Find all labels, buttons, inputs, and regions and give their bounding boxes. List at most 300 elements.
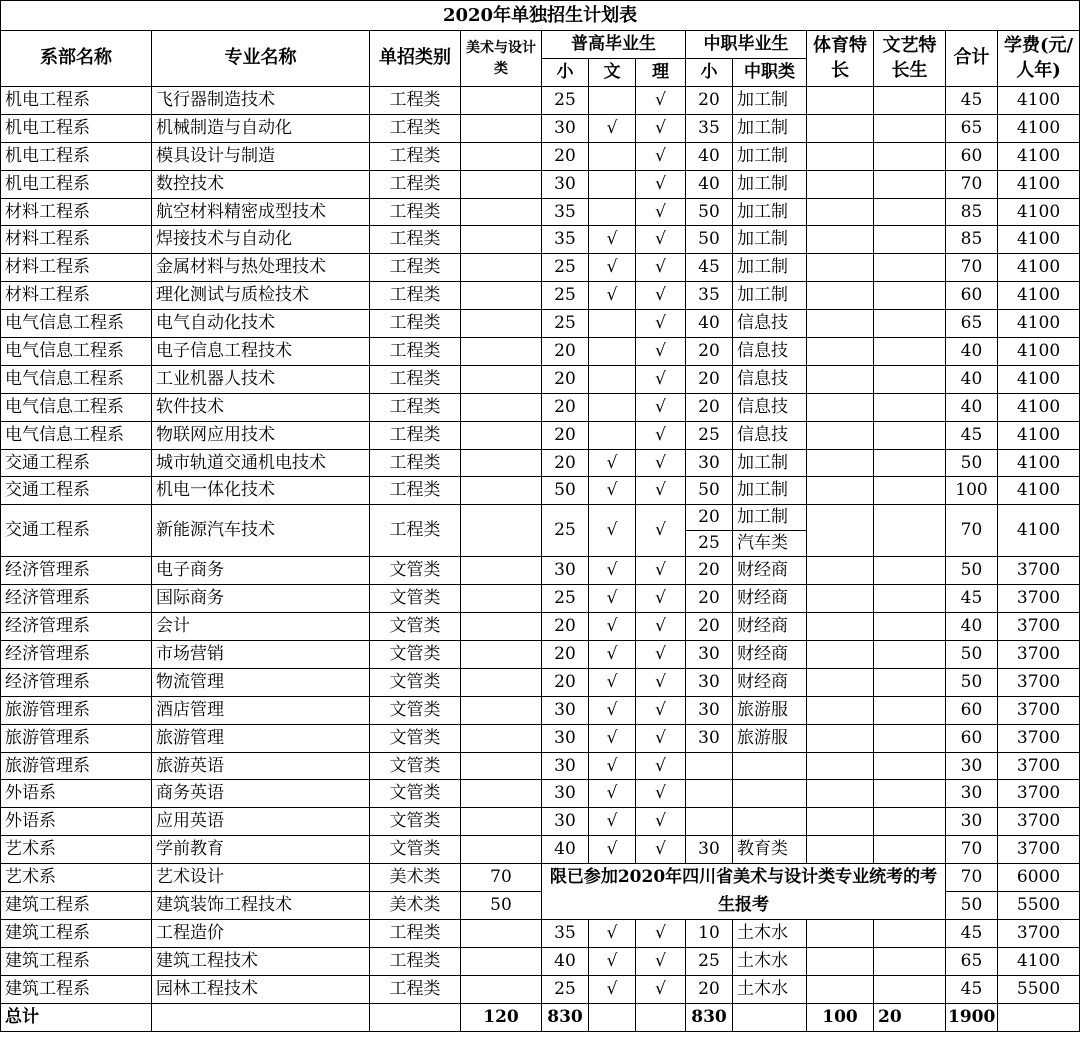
voc-small-cell: 20 (686, 557, 733, 585)
total-cell: 30 (946, 808, 998, 836)
hs-arts-cell: √ (589, 724, 636, 752)
major-cell: 工业机器人技术 (152, 365, 370, 393)
voc-type-cell: 加工制 (733, 505, 807, 531)
table-row (1, 338, 1080, 366)
dept-cell: 建筑工程系 (1, 892, 152, 920)
dept-cell: 经济管理系 (1, 641, 152, 669)
major-cell: 旅游管理 (152, 724, 370, 752)
major-cell: 工程造价 (152, 919, 370, 947)
hs-small-cell: 35 (542, 919, 589, 947)
table-row (1, 282, 1080, 310)
total-cell: 70 (946, 170, 998, 198)
table-row (1, 254, 1080, 282)
hs-small-cell: 25 (542, 282, 589, 310)
voc-type-cell: 信息技 (733, 365, 807, 393)
major-cell: 电气自动化技术 (152, 310, 370, 338)
literary-cell (874, 87, 946, 115)
sports-cell (807, 836, 874, 864)
fee-cell: 3700 (998, 780, 1080, 808)
literary-cell (874, 310, 946, 338)
hs-arts-cell (589, 338, 636, 366)
hs-arts-cell (589, 421, 636, 449)
voc-type-cell (733, 752, 807, 780)
type-cell: 工程类 (370, 477, 461, 505)
hs-small-cell: 30 (542, 696, 589, 724)
fee-cell: 3700 (998, 752, 1080, 780)
total-cell: 45 (946, 919, 998, 947)
dept-cell: 旅游管理系 (1, 696, 152, 724)
literary-cell (874, 449, 946, 477)
hs-sci-cell: √ (636, 282, 686, 310)
voc-small-cell: 50 (686, 226, 733, 254)
fee-cell: 4100 (998, 449, 1080, 477)
fee-cell: 3700 (998, 613, 1080, 641)
major-cell: 机械制造与自动化 (152, 114, 370, 142)
header-hs-small: 小 (542, 59, 589, 87)
type-cell: 工程类 (370, 198, 461, 226)
voc-type-cell: 财经商 (733, 585, 807, 613)
voc-type-cell: 加工制 (733, 226, 807, 254)
total-cell: 85 (946, 198, 998, 226)
hs-small-cell: 25 (542, 505, 589, 557)
voc-type-cell: 加工制 (733, 114, 807, 142)
voc-small-cell: 20 (686, 338, 733, 366)
dept-cell: 电气信息工程系 (1, 338, 152, 366)
hs-sci-cell: √ (636, 557, 686, 585)
type-cell: 美术类 (370, 892, 461, 920)
type-cell: 工程类 (370, 170, 461, 198)
type-cell: 文管类 (370, 557, 461, 585)
hs-small-cell: 30 (542, 724, 589, 752)
hs-small-cell: 20 (542, 365, 589, 393)
fee-cell: 3700 (998, 724, 1080, 752)
table-row (1, 585, 1080, 613)
voc-small-cell: 25 (686, 531, 733, 557)
hs-sci-cell: √ (636, 836, 686, 864)
major-cell: 应用英语 (152, 808, 370, 836)
literary-cell (874, 198, 946, 226)
major-cell: 模具设计与制造 (152, 142, 370, 170)
literary-cell (874, 808, 946, 836)
hs-sci-cell: √ (636, 975, 686, 1003)
table-row (1, 557, 1080, 585)
literary-cell (874, 282, 946, 310)
hs-sci-cell: √ (636, 170, 686, 198)
literary-cell (874, 836, 946, 864)
dept-cell: 艺术系 (1, 864, 152, 892)
sports-cell (807, 449, 874, 477)
art-cell (461, 449, 542, 477)
literary-cell (874, 226, 946, 254)
voc-type-cell (733, 780, 807, 808)
totals-hs: 830 (542, 1003, 589, 1031)
major-cell: 市场营销 (152, 641, 370, 669)
art-cell (461, 696, 542, 724)
voc-small-cell: 45 (686, 254, 733, 282)
type-cell: 工程类 (370, 338, 461, 366)
fee-cell: 3700 (998, 919, 1080, 947)
voc-type-cell: 财经商 (733, 557, 807, 585)
hs-sci-cell: √ (636, 114, 686, 142)
table-row (1, 919, 1080, 947)
fee-cell: 3700 (998, 808, 1080, 836)
sports-cell (807, 613, 874, 641)
fee-cell: 4100 (998, 142, 1080, 170)
header-fee: 学费(元/人年) (998, 31, 1080, 87)
type-cell: 文管类 (370, 808, 461, 836)
hs-arts-cell (589, 142, 636, 170)
sports-cell (807, 114, 874, 142)
major-cell: 学前教育 (152, 836, 370, 864)
fee-cell: 4100 (998, 505, 1080, 557)
literary-cell (874, 947, 946, 975)
major-cell: 理化测试与质检技术 (152, 282, 370, 310)
literary-cell (874, 696, 946, 724)
hs-sci-cell: √ (636, 808, 686, 836)
hs-arts-cell: √ (589, 780, 636, 808)
total-cell: 45 (946, 421, 998, 449)
fee-cell: 6000 (998, 864, 1080, 892)
hs-small-cell: 20 (542, 142, 589, 170)
sports-cell (807, 975, 874, 1003)
voc-small-cell (686, 808, 733, 836)
type-cell: 文管类 (370, 724, 461, 752)
major-cell: 会计 (152, 613, 370, 641)
voc-small-cell: 30 (686, 696, 733, 724)
header-highschool: 普高毕业生 (542, 31, 686, 59)
sports-cell (807, 752, 874, 780)
type-cell: 文管类 (370, 836, 461, 864)
hs-sci-cell: √ (636, 477, 686, 505)
fee-cell: 4100 (998, 198, 1080, 226)
total-cell: 70 (946, 864, 998, 892)
major-cell: 软件技术 (152, 393, 370, 421)
art-cell: 50 (461, 892, 542, 920)
voc-small-cell (686, 752, 733, 780)
total-cell: 70 (946, 505, 998, 557)
fee-cell: 4100 (998, 421, 1080, 449)
voc-small-cell (686, 780, 733, 808)
voc-type-cell: 财经商 (733, 613, 807, 641)
table-title: 2020年单独招生计划表 (1, 1, 1080, 31)
literary-cell (874, 421, 946, 449)
hs-sci-cell: √ (636, 87, 686, 115)
dept-cell: 电气信息工程系 (1, 393, 152, 421)
table-row (1, 724, 1080, 752)
voc-type-cell (733, 1003, 807, 1031)
table-row (1, 696, 1080, 724)
literary-cell (874, 254, 946, 282)
hs-arts-cell (589, 365, 636, 393)
voc-small-cell: 40 (686, 310, 733, 338)
table-row (1, 226, 1080, 254)
total-cell: 60 (946, 724, 998, 752)
total-cell: 50 (946, 557, 998, 585)
voc-small-cell: 20 (686, 365, 733, 393)
total-cell: 60 (946, 142, 998, 170)
hs-sci-cell: √ (636, 198, 686, 226)
type-cell: 工程类 (370, 310, 461, 338)
total-cell: 65 (946, 310, 998, 338)
hs-arts-cell: √ (589, 477, 636, 505)
art-cell (461, 724, 542, 752)
art-cell (461, 310, 542, 338)
voc-type-cell: 汽车类 (733, 531, 807, 557)
fee-cell: 4100 (998, 310, 1080, 338)
voc-small-cell: 10 (686, 919, 733, 947)
voc-type-cell: 土木水 (733, 919, 807, 947)
table-row (1, 310, 1080, 338)
sports-cell (807, 808, 874, 836)
dept-cell: 交通工程系 (1, 477, 152, 505)
table-row (1, 142, 1080, 170)
hs-sci-cell: √ (636, 752, 686, 780)
sports-cell (807, 724, 874, 752)
fee-cell: 3700 (998, 696, 1080, 724)
major-cell: 数控技术 (152, 170, 370, 198)
table-row (1, 365, 1080, 393)
sports-cell (807, 338, 874, 366)
major-cell: 酒店管理 (152, 696, 370, 724)
dept-cell: 旅游管理系 (1, 752, 152, 780)
hs-arts-cell: √ (589, 947, 636, 975)
total-cell: 65 (946, 947, 998, 975)
major-cell: 城市轨道交通机电技术 (152, 449, 370, 477)
literary-cell (874, 613, 946, 641)
literary-cell (874, 752, 946, 780)
hs-small-cell: 50 (542, 477, 589, 505)
voc-type-cell: 财经商 (733, 641, 807, 669)
fee-cell: 5500 (998, 892, 1080, 920)
literary-cell (874, 114, 946, 142)
hs-sci-cell: √ (636, 947, 686, 975)
major-cell: 建筑装饰工程技术 (152, 892, 370, 920)
dept-cell: 建筑工程系 (1, 947, 152, 975)
major-cell: 物联网应用技术 (152, 421, 370, 449)
dept-cell: 交通工程系 (1, 449, 152, 477)
voc-small-cell: 20 (686, 975, 733, 1003)
major-cell: 金属材料与热处理技术 (152, 254, 370, 282)
hs-small-cell: 25 (542, 975, 589, 1003)
voc-small-cell: 35 (686, 282, 733, 310)
voc-type-cell: 土木水 (733, 947, 807, 975)
hs-small-cell: 30 (542, 170, 589, 198)
voc-small-cell: 35 (686, 114, 733, 142)
hs-arts-cell (589, 1003, 636, 1031)
total-cell: 30 (946, 780, 998, 808)
table-row (1, 668, 1080, 696)
hs-sci-cell: √ (636, 226, 686, 254)
fee-cell: 3700 (998, 641, 1080, 669)
hs-sci-cell: √ (636, 449, 686, 477)
sports-cell (807, 947, 874, 975)
totals-art: 120 (461, 1003, 542, 1031)
voc-type-cell: 土木水 (733, 975, 807, 1003)
dept-cell: 机电工程系 (1, 170, 152, 198)
art-cell (461, 142, 542, 170)
voc-type-cell: 加工制 (733, 142, 807, 170)
voc-type-cell: 信息技 (733, 310, 807, 338)
major-cell: 焊接技术与自动化 (152, 226, 370, 254)
voc-small-cell: 20 (686, 505, 733, 531)
sports-cell (807, 919, 874, 947)
type-cell: 工程类 (370, 226, 461, 254)
art-cell (461, 836, 542, 864)
voc-type-cell: 信息技 (733, 338, 807, 366)
type-cell: 文管类 (370, 613, 461, 641)
total-cell: 50 (946, 892, 998, 920)
dept-cell: 旅游管理系 (1, 724, 152, 752)
sports-cell (807, 505, 874, 557)
hs-arts-cell (589, 87, 636, 115)
major-cell: 商务英语 (152, 780, 370, 808)
type-cell: 工程类 (370, 365, 461, 393)
table-row (1, 780, 1080, 808)
hs-small-cell: 25 (542, 87, 589, 115)
hs-arts-cell (589, 310, 636, 338)
type-cell: 文管类 (370, 585, 461, 613)
fee-cell: 4100 (998, 282, 1080, 310)
table-row (1, 864, 1080, 892)
literary-cell (874, 919, 946, 947)
voc-small-cell: 30 (686, 836, 733, 864)
literary-cell (874, 641, 946, 669)
header-dept: 系部名称 (1, 31, 152, 87)
hs-sci-cell: √ (636, 780, 686, 808)
sports-cell (807, 696, 874, 724)
sports-cell (807, 557, 874, 585)
hs-arts-cell: √ (589, 585, 636, 613)
literary-cell (874, 780, 946, 808)
total-cell: 85 (946, 226, 998, 254)
hs-arts-cell: √ (589, 613, 636, 641)
voc-type-cell: 旅游服 (733, 724, 807, 752)
table-row (1, 975, 1080, 1003)
art-cell (461, 752, 542, 780)
type-cell: 文管类 (370, 641, 461, 669)
type-cell: 文管类 (370, 780, 461, 808)
major-cell: 国际商务 (152, 585, 370, 613)
total-cell: 40 (946, 365, 998, 393)
totals-voc: 830 (686, 1003, 733, 1031)
voc-type-cell: 财经商 (733, 668, 807, 696)
voc-small-cell: 20 (686, 585, 733, 613)
total-cell: 100 (946, 477, 998, 505)
literary-cell (874, 505, 946, 557)
hs-arts-cell: √ (589, 282, 636, 310)
hs-small-cell: 20 (542, 449, 589, 477)
header-sports: 体育特长 (807, 31, 874, 87)
dept-cell: 经济管理系 (1, 585, 152, 613)
literary-cell (874, 477, 946, 505)
header-hs-arts: 文 (589, 59, 636, 87)
hs-small-cell: 25 (542, 585, 589, 613)
type-cell: 工程类 (370, 505, 461, 557)
art-cell (461, 505, 542, 557)
type-cell: 工程类 (370, 254, 461, 282)
hs-arts-cell: √ (589, 696, 636, 724)
dept-cell: 经济管理系 (1, 557, 152, 585)
hs-sci-cell: √ (636, 142, 686, 170)
dept-cell: 机电工程系 (1, 114, 152, 142)
art-cell (461, 477, 542, 505)
voc-small-cell: 30 (686, 449, 733, 477)
dept-cell: 建筑工程系 (1, 975, 152, 1003)
header-hs-sci: 理 (636, 59, 686, 87)
sports-cell (807, 585, 874, 613)
fee-cell: 4100 (998, 393, 1080, 421)
voc-small-cell: 30 (686, 668, 733, 696)
literary-cell (874, 142, 946, 170)
fee-cell: 3700 (998, 668, 1080, 696)
art-cell (461, 947, 542, 975)
major-cell: 飞行器制造技术 (152, 87, 370, 115)
voc-type-cell: 加工制 (733, 198, 807, 226)
major-cell (152, 1003, 370, 1031)
art-exam-note: 限已参加2020年四川省美术与设计类专业统考的考生报考 (542, 864, 946, 920)
major-cell: 航空材料精密成型技术 (152, 198, 370, 226)
sports-cell (807, 477, 874, 505)
art-cell (461, 226, 542, 254)
type-cell: 工程类 (370, 142, 461, 170)
voc-small-cell: 25 (686, 947, 733, 975)
dept-cell: 机电工程系 (1, 87, 152, 115)
total-cell: 40 (946, 393, 998, 421)
header-total: 合计 (946, 31, 998, 87)
major-cell: 艺术设计 (152, 864, 370, 892)
hs-sci-cell: √ (636, 421, 686, 449)
hs-arts-cell: √ (589, 808, 636, 836)
hs-arts-cell: √ (589, 254, 636, 282)
hs-sci-cell: √ (636, 696, 686, 724)
sports-cell (807, 668, 874, 696)
header-voc-type: 中职类 (733, 59, 807, 87)
voc-small-cell: 20 (686, 613, 733, 641)
voc-small-cell: 50 (686, 198, 733, 226)
art-cell: 70 (461, 864, 542, 892)
literary-cell (874, 557, 946, 585)
voc-type-cell: 加工制 (733, 449, 807, 477)
voc-type-cell (733, 808, 807, 836)
sports-cell (807, 282, 874, 310)
art-cell (461, 170, 542, 198)
art-cell (461, 557, 542, 585)
fee-cell (998, 1003, 1080, 1031)
major-cell: 新能源汽车技术 (152, 505, 370, 557)
voc-small-cell: 20 (686, 87, 733, 115)
art-cell (461, 282, 542, 310)
fee-cell: 3700 (998, 557, 1080, 585)
art-cell (461, 668, 542, 696)
table-row (1, 449, 1080, 477)
type-cell (370, 1003, 461, 1031)
header-voc-small: 小 (686, 59, 733, 87)
table-row (1, 477, 1080, 505)
hs-arts-cell: √ (589, 752, 636, 780)
voc-small-cell: 30 (686, 724, 733, 752)
header-type: 单招类别 (370, 31, 461, 87)
hs-sci-cell: √ (636, 613, 686, 641)
total-cell: 70 (946, 254, 998, 282)
sports-cell (807, 393, 874, 421)
dept-cell: 电气信息工程系 (1, 421, 152, 449)
table-row (1, 170, 1080, 198)
total-cell: 50 (946, 641, 998, 669)
voc-small-cell: 50 (686, 477, 733, 505)
fee-cell: 4100 (998, 477, 1080, 505)
voc-type-cell: 旅游服 (733, 696, 807, 724)
voc-type-cell: 加工制 (733, 87, 807, 115)
